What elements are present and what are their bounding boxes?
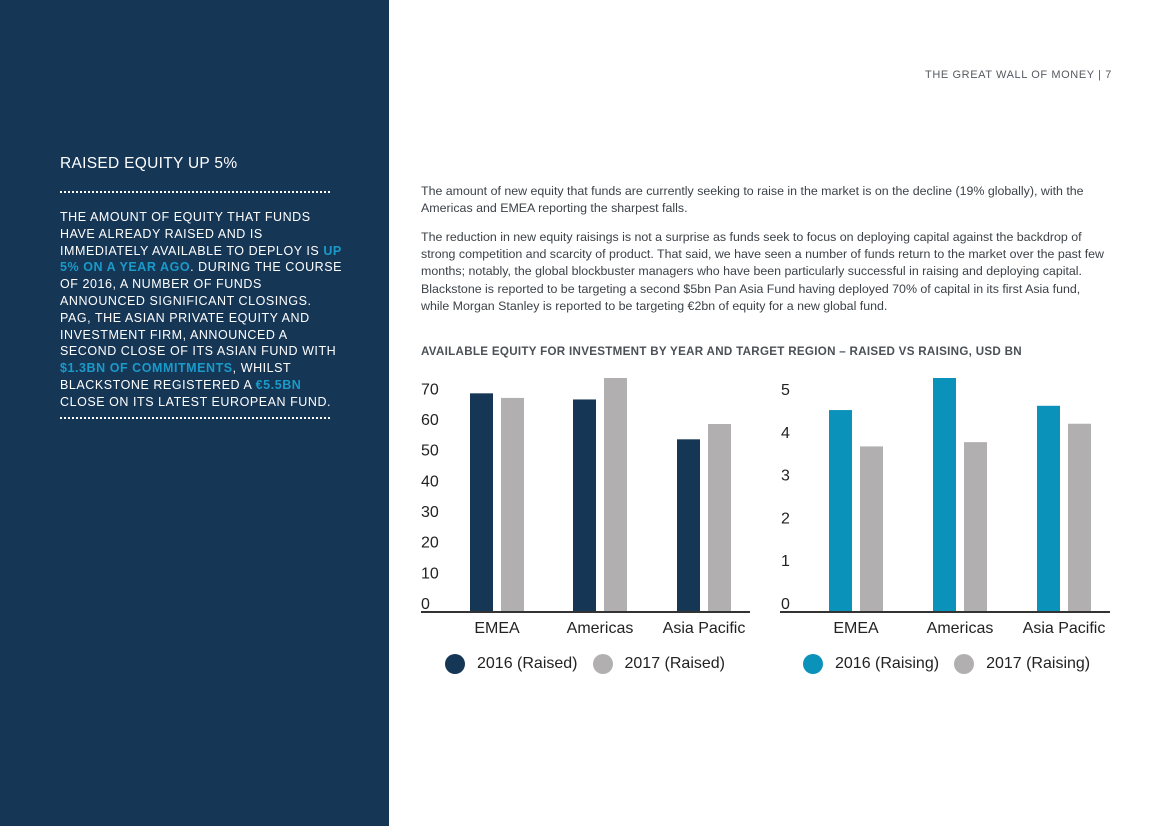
legend-raising [803,650,1105,678]
y-tick-label-raised-2: 20 [421,534,439,552]
legend-dot-2016-raised [445,654,465,674]
y-tick-label-raised-1: 10 [421,565,439,583]
bar-raised-2017-raised-americas [604,378,627,611]
legend-dot-2017-raising [954,654,974,674]
legend-item-2017-raised [593,654,726,674]
y-tick-label-raised-4: 40 [421,473,439,491]
bar-raising-2017-raising-emea [860,446,883,611]
intro-paragraph: The amount of new equity that funds are currently seeking to raise in the market is on the decline (19% globally), with the Americas and EMEA reporting the sharpest falls. [421,184,1084,216]
page-header: THE GREAT WALL OF MONEY | 7 [925,69,1112,81]
x-tick-label-raising-americas: Americas [926,620,994,637]
bar-raised-2017-raised-asia-pacific [708,424,731,611]
bar-raising-2017-raising-asia-pacific [1068,424,1091,611]
sidebar-body-text-3: , WHILST BLACKSTONE REGISTERED A [60,361,292,392]
bar-raised-2017-raised-emea [501,398,524,611]
legend-dot-2016-raising [803,654,823,674]
bar-raised-2016-raised-asia-pacific [677,439,700,611]
sidebar-highlight-commitments: $1.3BN OF COMMITMENTS [60,361,233,376]
legend-label-2016-raising: 2016 (Raising) [835,655,940,672]
x-tick-label-raising-emea: EMEA [833,620,879,637]
legend-label-2017-raised: 2017 (Raised) [624,655,725,672]
sidebar-body-text-4: CLOSE ON ITS LATEST EUROPEAN FUND. [60,394,332,409]
bar-raising-2017-raising-americas [964,442,987,611]
sidebar-highlight-up-5: UP 5% ON A YEAR AGO [60,243,342,275]
sidebar-title: RAISED EQUITY UP 5% [60,155,238,172]
y-tick-label-raised-0: 0 [421,596,430,613]
legend-item-2016-raising [803,654,939,674]
x-tick-label-raised-asia-pacific: Asia Pacific [662,620,746,637]
x-tick-label-raising-asia-pacific: Asia Pacific [1022,620,1106,637]
legend-raised [445,650,740,678]
y-tick-label-raising-5: 5 [781,382,790,400]
y-tick-label-raising-2: 2 [781,510,790,528]
body-paragraph: The reduction in new equity raisings is not a surprise as funds seek to focus on deploying capital against the backdrop of strong competition and scarcity of product. That said, we have seen a number of funds return to the market over the past few months; notably, the global blockbuster managers who have been particularly successful in raising and deploying capital. Blackstone is reported to be targeting a second $5bn Pan Asia Fund having deployed 70% of capital in its first Asia fund, while Morgan Stanley is reported to be targeting €2bn of equity for a new global fund. [421,230,1104,313]
y-tick-label-raised-6: 60 [421,412,439,430]
sidebar-highlight-5-5bn: €5.5BN [255,377,302,392]
sidebar-body-text-1: THE AMOUNT OF EQUITY THAT FUNDS HAVE ALREADY RAISED AND IS IMMEDIATELY AVAILABLE TO DEPLOY IS [60,210,324,258]
bar-raised-2016-raised-americas [573,399,596,611]
legend-item-2017-raising [954,654,1090,674]
x-tick-label-raised-americas: Americas [566,620,634,637]
chart-title: AVAILABLE EQUITY FOR INVESTMENT BY YEAR AND TARGET REGION – RAISED VS RAISING, USD BN [421,345,1022,358]
legend-dot-2017-raised [593,654,613,674]
y-tick-label-raised-3: 30 [421,504,439,522]
y-tick-label-raised-7: 70 [421,381,439,399]
legend-label-2016-raised: 2016 (Raised) [477,655,578,672]
x-tick-label-raised-emea: EMEA [474,620,520,637]
bar-raising-2016-raising-asia-pacific [1037,406,1060,611]
y-tick-label-raising-4: 4 [781,424,790,442]
sidebar-body-text-2: . DURING THE COURSE OF 2016, A NUMBER OF FUNDS ANNOUNCED SIGNIFICANT CLOSINGS. PAG, THE ASIAN PRIVATE EQUITY AND INVESTMENT FIRM, ANNOUNCED A SECOND CLOSE OF ITS ASIAN FUND WITH [60,260,343,359]
y-tick-label-raising-1: 1 [781,553,790,571]
legend-label-2017-raising: 2017 (Raising) [986,655,1091,672]
bar-raising-2016-raising-americas [933,378,956,611]
y-tick-label-raised-5: 50 [421,442,439,460]
y-tick-label-raising-3: 3 [781,467,790,485]
legend-item-2016-raised [445,654,578,674]
y-tick-label-raising-0: 0 [781,596,790,613]
bar-raised-2016-raised-emea [470,393,493,611]
bar-raising-2016-raising-emea [829,410,852,611]
